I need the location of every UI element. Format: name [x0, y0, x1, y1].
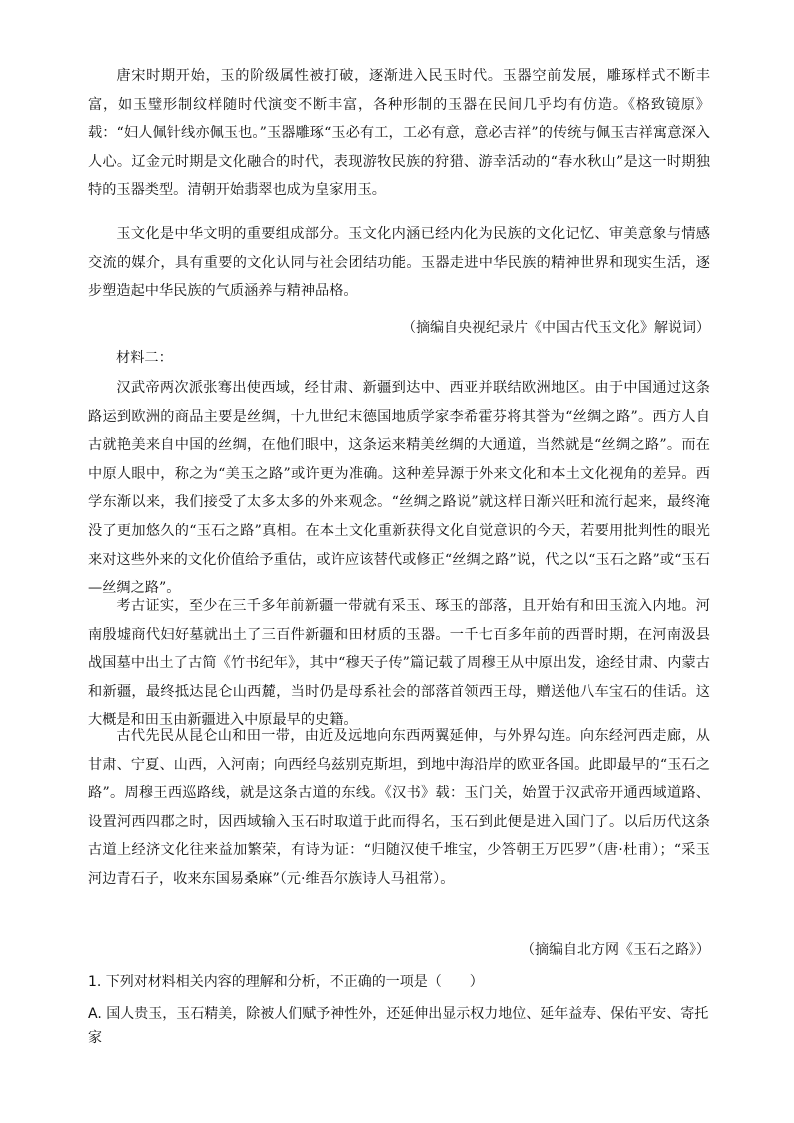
material2-paragraph-3: 古代先民从昆仑山和田一带，由近及远地向东西两翼延伸，与外界勾连。向东经河西走廊，从甘肃、宁夏、山西，入河南；向西经乌兹别克斯坦，到地中海沿岸的欧亚各国。此即最早的“玉石之路”。周穆王西巡路线，就是这条古道的东线。《汉书》载：玉门关，始置于汉武帝开通西域道路、设置河西四郡之时，因西域输入玉石时取道于此而得名，玉石到此便是进入国门了。以后历代这条古道上经济文化往来益加繁荣，有诗为证：“归随汉使千堆宝，少答朝王万匹罗”（唐·杜甫）；“采玉河边青石子，收来东国易桑麻”（元·维吾尔族诗人马祖常）。: [88, 728, 710, 887]
material1-source: （摘编自央视纪录片《中国古代玉文化》解说词）: [402, 320, 710, 336]
material1-paragraph-2: 玉文化是中华文明的重要组成部分。玉文化内涵已经内化为民族的文化记忆、审美意象与情感交流的媒介，具有重要的文化认同与社会团结功能。玉器走进中华民族的精神世界和现实生活，逐步塑造起中华民族的气质涵养与精神品格。: [88, 226, 710, 300]
question-option-a[interactable]: A. 国人贵玉，玉石精美，除被人们赋予神性外，还延伸出显示权力地位、延年益寿、保佑平安、寄托家: [88, 1006, 709, 1046]
material2-paragraph-2: 考古证实，至少在三千多年前新疆一带就有采玉、琢玉的部落，且开始有和田玉流入内地。河南殷墟商代妇好墓就出土了三百件新疆和田材质的玉器。一千七百多年前的西晋时期，在河南汲县战国墓中出土了古简《竹书纪年》，其中“穆天子传”篇记载了周穆王从中原出发，途经甘肃、内蒙古和新疆，最终抵达昆仑山西麓，当时仍是母系社会的部落首领西王母，赠送他八车宝石的佳话。这大概是和田玉由新疆进入中原最早的史籍。: [88, 598, 710, 729]
question-stem: 1. 下列对材料相关内容的理解和分析，不正确的一项是（ ）: [88, 974, 484, 990]
material2-source: （摘编自北方网《玉石之路》）: [521, 942, 710, 958]
material1-paragraph-1: 唐宋时期开始，玉的阶级属性被打破，逐渐进入民玉时代。玉器空前发展，雕琢样式不断丰富，如玉璧形制纹样随时代演变不断丰富，各种形制的玉器在民间几乎均有仿造。《格致镜原》载：“妇人佩针线亦佩玉也。”玉器雕琢“玉必有工，工必有意，意必吉祥”的传统与佩玉吉祥寓意深入人心。辽金元时期是文化融合的时代，表现游牧民族的狩猎、游幸活动的“春水秋山”是这一时期独特的玉器类型。清朝开始翡翠也成为皇家用玉。: [88, 68, 710, 199]
material2-paragraph-1: 汉武帝两次派张骞出使西域，经甘肃、新疆到达中、西亚并联结欧洲地区。由于中国通过这条路运到欧洲的商品主要是丝绸，十九世纪末德国地质学家李希霍芬将其誉为“丝绸之路”。西方人自古就艳美来自中国的丝绸，在他们眼中，这条运来精美丝绸的大通道，当然就是“丝绸之路”。而在中原人眼中，称之为“美玉之路”或许更为准确。这种差异源于外来文化和本土文化视角的差异。西学东渐以来，我们接受了太多太多的外来观念。“丝绸之路说”就这样日渐兴旺和流行起来，最终淹没了更加悠久的“玉石之路”真相。在本土文化重新获得文化自觉意识的今天，若要用批判性的眼光来对这些外来的文化价值给予重估，或许应该替代或修正“丝绸之路”说，代之以“玉石之路”或“玉石—丝绸之路”。: [88, 380, 710, 597]
material2-label: 材料二：: [116, 350, 173, 366]
